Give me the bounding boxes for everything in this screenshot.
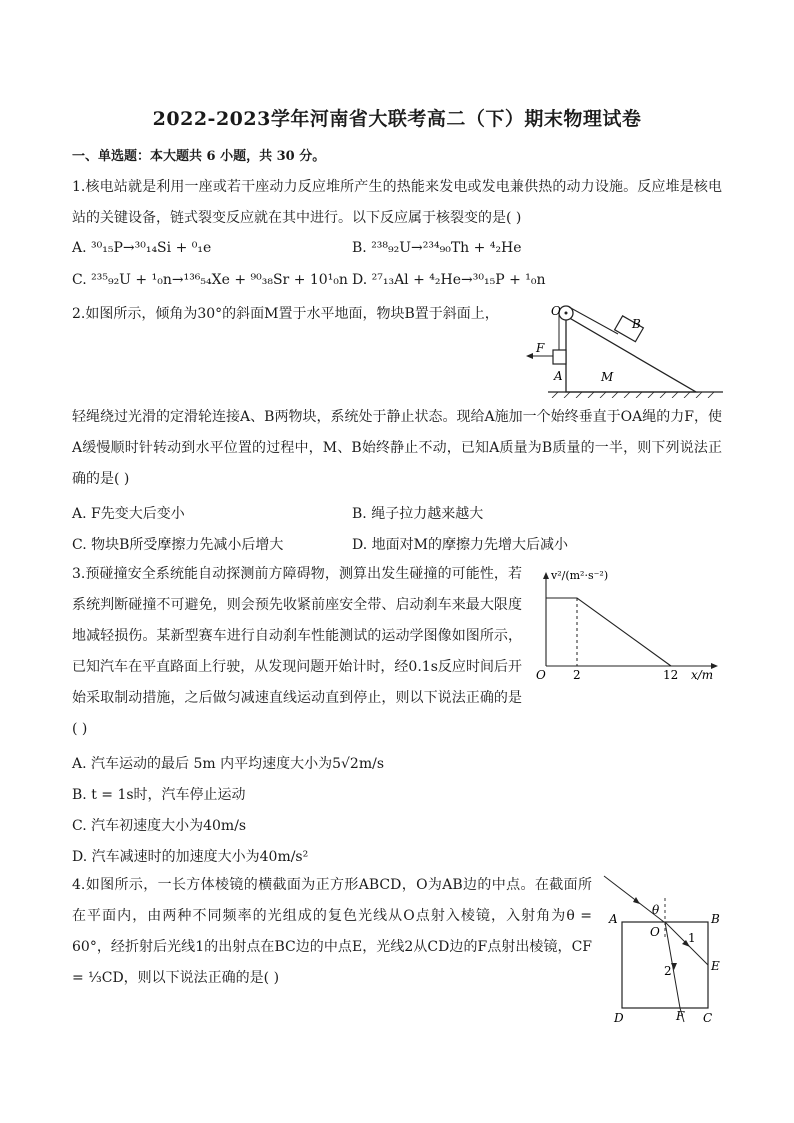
- question-1-stem: 1.核电站就是利用一座或若干座动力反应堆所产生的热能来发电或发电兼供热的动力设施。反应堆是核电站的关键设备，链式裂变反应就在其中进行。以下反应属于核裂变的是( ): [72, 179, 722, 226]
- section-heading: 一、单选题：本大题共 6 小题，共 30 分。: [72, 149, 326, 164]
- question-2-stem-line1: 2.如图所示，倾角为30°的斜面M置于水平地面，物块B置于斜面上，: [72, 306, 499, 322]
- question-2-option-b[interactable]: B. 绳子拉力越来越大: [352, 506, 484, 522]
- label-c: C: [703, 1011, 713, 1025]
- label-f: F: [536, 341, 545, 355]
- label-ray-1: 1: [688, 931, 696, 945]
- label-o: O: [551, 304, 561, 318]
- label-d: D: [614, 1011, 624, 1025]
- label-e: E: [711, 959, 720, 973]
- question-2-option-a[interactable]: A. F先变大后变小: [72, 506, 185, 522]
- question-2-option-c[interactable]: C. 物块B所受摩擦力先减小后增大: [72, 537, 284, 553]
- label-m: M: [601, 370, 614, 384]
- x-axis-label: x/m: [691, 668, 714, 682]
- x-tick-12: 12: [663, 668, 679, 682]
- question-2-option-d[interactable]: D. 地面对M的摩擦力先增大后减小: [352, 537, 568, 553]
- question-2-stem-rest: 轻绳绕过光滑的定滑轮连接A、B两物块，系统处于静止状态。现给A施加一个始终垂直于OA绳的力F，使A缓慢顺时针转动到水平位置的过程中，M、B始终静止不动，已知A质量为B质量的一半，则下列说法正确的是( ): [72, 409, 722, 487]
- label-theta: θ: [652, 903, 660, 917]
- y-axis-label: v²/(m²·s⁻²): [551, 569, 609, 582]
- label-ray-2: 2: [664, 964, 672, 978]
- question-3-option-d[interactable]: D. 汽车减速时的加速度大小为40m/s²: [72, 849, 309, 865]
- question-4-stem: 4.如图所示，一长方体棱镜的横截面为正方形ABCD，O为AB边的中点。在截面所在平面内，由两种不同频率的光组成的复色光线从O点射入棱镜，入射角为θ = 60°，经折射后光线1的出射点在BC边的中点E，光线2从CD边的F点射出棱镜，CF = ⅓CD，则以下说法正确的是( ): [72, 877, 592, 986]
- question-1-option-d[interactable]: D. ²⁷₁₃Al + ⁴₂He→³⁰₁₅P + ¹₀n: [352, 272, 546, 288]
- label-f: F: [676, 1009, 685, 1023]
- incline-pulley-figure: [518, 298, 728, 398]
- question-1-option-c[interactable]: C. ²³⁵₉₂U + ¹₀n→¹³⁶₅₄Xe + ⁹⁰₃₈Sr + 10¹₀n: [72, 272, 348, 288]
- label-a: A: [554, 369, 563, 383]
- x-tick-2: 2: [573, 668, 581, 682]
- exam-title: 2022-2023学年河南省大联考高二（下）期末物理试卷: [152, 108, 642, 130]
- origin-label: O: [536, 668, 546, 682]
- label-b: B: [632, 317, 641, 331]
- v-squared-x-graph: [534, 562, 724, 687]
- question-3-option-c[interactable]: C. 汽车初速度大小为40m/s: [72, 818, 247, 834]
- question-3-option-b[interactable]: B. t = 1s时，汽车停止运动: [72, 787, 246, 803]
- label-o: O: [650, 925, 660, 939]
- question-1-option-b[interactable]: B. ²³⁸₉₂U→²³⁴₉₀Th + ⁴₂He: [352, 240, 522, 256]
- question-1-option-a[interactable]: A. ³⁰₁₅P→³⁰₁₄Si + ⁰₁e: [72, 240, 212, 256]
- question-3-stem: 3.预碰撞安全系统能自动探测前方障碍物，测算出发生碰撞的可能性，若系统判断碰撞不可避免，则会预先收紧前座安全带、启动刹车来最大限度地减轻损伤。某新型赛车进行自动刹车性能测试的运动学图像如图所示，已知汽车在平直路面上行驶，从发现问题开始计时，经0.1s反应时间后开始采取制动措施，之后做匀减速直线运动直到停止，则以下说法正确的是( ): [72, 566, 522, 737]
- question-3-option-a[interactable]: A. 汽车运动的最后 5m 内平均速度大小为5√2m/s: [72, 756, 385, 772]
- label-b: B: [711, 912, 720, 926]
- label-a: A: [609, 912, 618, 926]
- prism-refraction-figure: [600, 870, 730, 1025]
